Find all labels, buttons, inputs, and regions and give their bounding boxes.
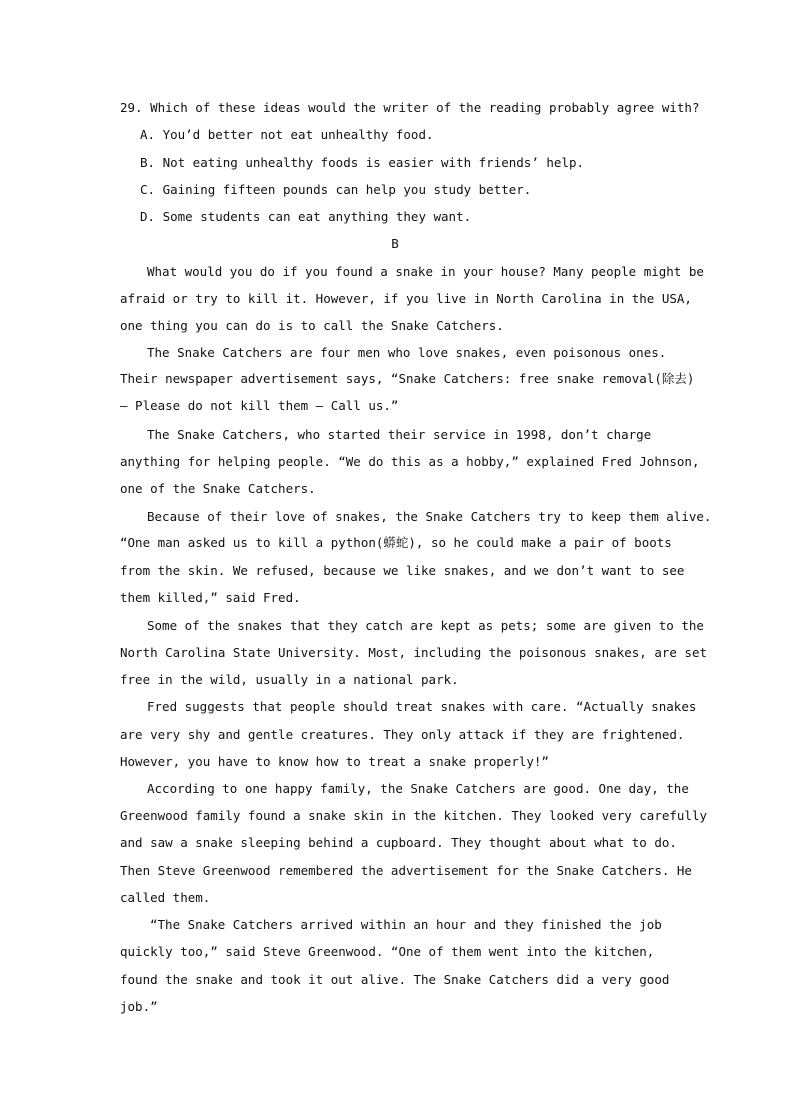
passage-line: one thing you can do is to call the Snake Catchers. [120, 318, 504, 333]
passage-line: one of the Snake Catchers. [120, 481, 316, 496]
passage-line: are very shy and gentle creatures. They only attack if they are frightened. [120, 727, 685, 742]
passage-line: called them. [120, 890, 211, 905]
passage-line: them killed,” said Fred. [120, 590, 301, 605]
question-stem: 29. Which of these ideas would the writer of the reading probably agree with? [120, 100, 700, 115]
passage-line: anything for helping people. “We do this as a hobby,” explained Fred Johnson, [120, 454, 700, 469]
passage-line: Fred suggests that people should treat snakes with care. “Actually snakes [147, 699, 697, 714]
passage-line: free in the wild, usually in a national park. [120, 672, 459, 687]
passage-line: Greenwood family found a snake skin in the kitchen. They looked very carefully [120, 808, 707, 823]
passage-line: The Snake Catchers are four men who love snakes, even poisonous ones. [147, 345, 667, 360]
passage-line: “The Snake Catchers arrived within an hour and they finished the job [150, 917, 662, 932]
passage-line: Some of the snakes that they catch are kept as pets; some are given to the [147, 618, 704, 633]
section-label: B [391, 236, 399, 251]
option-c: C. Gaining fifteen pounds can help you study better. [140, 182, 532, 197]
passage-line: Then Steve Greenwood remembered the advertisement for the Snake Catchers. He [120, 863, 692, 878]
passage-line: — Please do not kill them — Call us.” [120, 398, 399, 413]
passage-line: According to one happy family, the Snake Catchers are good. One day, the [147, 781, 689, 796]
passage-line: North Carolina State University. Most, including the poisonous snakes, are set [120, 645, 707, 660]
passage-line: What would you do if you found a snake in your house? Many people might be [147, 264, 704, 279]
passage-line: job.” [120, 999, 158, 1014]
passage-line: found the snake and took it out alive. The Snake Catchers did a very good [120, 972, 670, 987]
passage-line: The Snake Catchers, who started their service in 1998, don’t charge [147, 427, 652, 442]
passage-line: However, you have to know how to treat a snake properly!” [120, 754, 549, 769]
passage-line: “One man asked us to kill a python(蟒蛇), so he could make a pair of boots [120, 535, 672, 550]
option-b: B. Not eating unhealthy foods is easier with friends’ help. [140, 155, 585, 170]
passage-line: quickly too,” said Steve Greenwood. “One of them went into the kitchen, [120, 944, 655, 959]
passage-line: Because of their love of snakes, the Snake Catchers try to keep them alive. [147, 509, 712, 524]
passage-line: Their newspaper advertisement says, “Snake Catchers: free snake removal(除去) [120, 371, 695, 386]
passage-line: afraid or try to kill it. However, if you live in North Carolina in the USA, [120, 291, 692, 306]
option-d: D. Some students can eat anything they want. [140, 209, 472, 224]
option-a: A. You’d better not eat unhealthy food. [140, 127, 434, 142]
passage-line: and saw a snake sleeping behind a cupboard. They thought about what to do. [120, 835, 677, 850]
passage-line: from the skin. We refused, because we like snakes, and we don’t want to see [120, 563, 685, 578]
